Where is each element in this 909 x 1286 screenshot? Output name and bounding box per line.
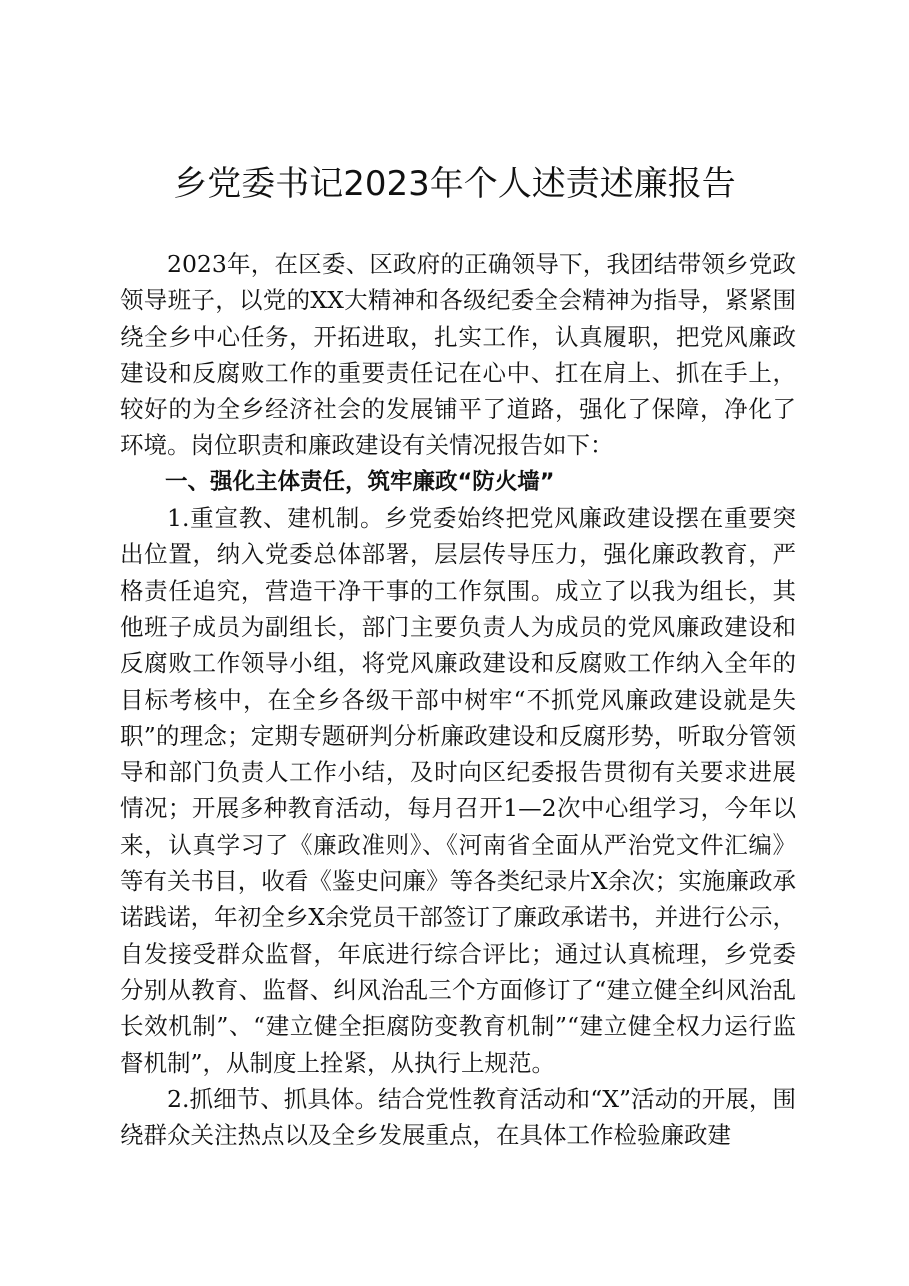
document-title: 乡党委书记2023年个人述责述廉报告 [173, 164, 736, 204]
section1-item2-paragraph: 2.抓细节、抓具体。结合党性教育活动和“X”活动的开展，围绕群众关注热点以及全乡发展重点，在具体工作检验廉政建 [120, 1084, 796, 1150]
section-heading-1: 一、强化主体责任，筑牢廉政“防火墙” [165, 468, 555, 495]
document-body [120, 246, 796, 1153]
intro-paragraph: 2023年，在区委、区政府的正确领导下，我团结带领乡党政领导班子，以党的XX大精神和各级纪委全会精神为指导，紧紧围绕全乡中心任务，开拓进取，扎实工作，认真履职，把党风廉政建设和反腐败工作的重要责任记在心中、扛在肩上、抓在手上，较好的为全乡经济社会的发展铺平了道路，强化了保障，净化了环境。岗位职责和廉政建设有关情况报告如下： [120, 250, 796, 460]
section1-item1-paragraph: 1.重宣教、建机制。乡党委始终把党风廉政建设摆在重要突出位置，纳入党委总体部署，层层传导压力，强化廉政教育，严格责任追究，营造干净干事的工作氛围。成立了以我为组长，其他班子成员为副组长，部门主要负责人为成员的党风廉政建设和反腐败工作领导小组，将党风廉政建设和反腐败工作纳入全年的目标考核中，在全乡各级干部中树牢“不抓党风廉政建设就是失职”的理念；定期专题研判分析廉政建设和反腐形势，听取分管领导和部门负责人工作小结，及时向区纪委报告贯彻有关要求进展情况；开展多种教育活动，每月召开1—2次中心组学习，今年以来，认真学习了《廉政准则》、《河南省全面从严治党文件汇编》等有关书目，收看《鉴史问廉》等各类纪录片X余次；实施廉政承诺践诺，年初全乡X余党员干部签订了廉政承诺书，并进行公示，自发接受群众监督，年底进行综合评比；通过认真梳理，乡党委分别从教育、监督、纠风治乱三个方面修订了“建立健全纠风治乱长效机制”、“建立健全拒腐防变教育机制”“建立健全权力运行监督机制”，从制度上拴紧，从执行上规范。 [120, 504, 796, 1077]
